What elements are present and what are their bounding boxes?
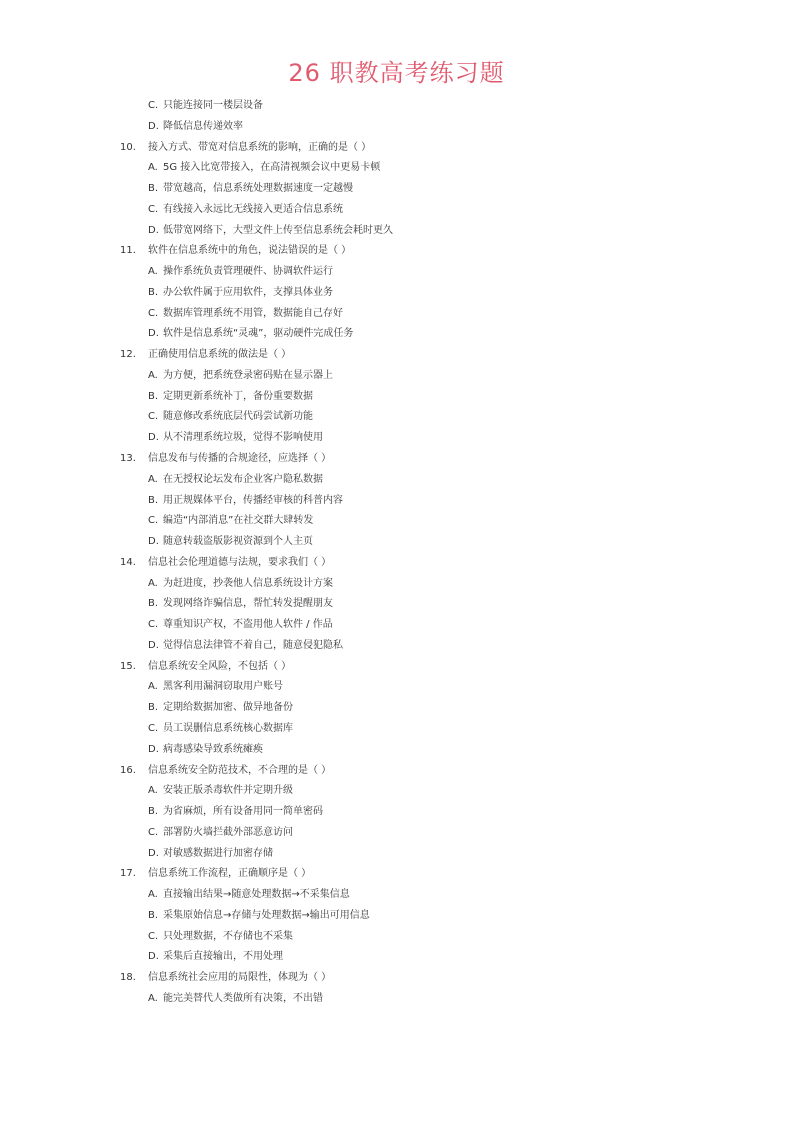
question-stem: 软件在信息系统中的角色，说法错误的是（ ） <box>148 245 352 257</box>
question-stem: 正确使用信息系统的做法是（ ） <box>148 349 292 361</box>
option-line <box>0 823 793 844</box>
option-label: D. <box>148 536 159 548</box>
question-list <box>0 96 793 1010</box>
option-label: B. <box>148 909 159 921</box>
option-text: 数据库管理系统不用管，数据能自己存好 <box>163 307 343 319</box>
option-text: 定期更新系统补丁，备份重要数据 <box>163 390 313 402</box>
option-line <box>0 200 793 221</box>
option-line <box>0 698 793 719</box>
option-label: D. <box>148 432 159 444</box>
option-text: 对敏感数据进行加密存储 <box>163 847 273 859</box>
option-label: C. <box>148 722 159 734</box>
question-stem: 信息系统安全防范技术，不合理的是（ ） <box>148 764 332 776</box>
option-text: 带宽越高，信息系统处理数据速度一定越慢 <box>163 183 353 195</box>
option-label: B. <box>148 598 159 610</box>
question-stem: 信息发布与传播的合规途径，应选择（ ） <box>148 453 332 465</box>
question-number: 14. <box>120 556 136 568</box>
option-line <box>0 221 793 242</box>
option-line <box>0 470 793 491</box>
option-line <box>0 574 793 595</box>
option-line <box>0 366 793 387</box>
option-line <box>0 636 793 657</box>
option-text: 尊重知识产权，不盗用他人软件 / 作品 <box>163 619 333 631</box>
option-line <box>0 844 793 865</box>
page-title: 26 职教高考练习题 <box>288 59 505 87</box>
option-text: 从不清理系统垃圾，觉得不影响使用 <box>163 432 323 444</box>
question-stem-line <box>0 553 793 574</box>
question-stem-line <box>0 241 793 262</box>
option-line <box>0 428 793 449</box>
option-text: 随意修改系统底层代码尝试新功能 <box>163 411 313 423</box>
option-text: 定期给数据加密、做异地备份 <box>163 702 293 714</box>
question-number: 13. <box>120 453 136 465</box>
option-text: 降低信息传递效率 <box>163 120 243 132</box>
option-line <box>0 927 793 948</box>
option-label: A. <box>148 369 158 381</box>
option-text: 操作系统负责管理硬件、协调软件运行 <box>163 266 333 278</box>
option-text: 只处理数据，不存储也不采集 <box>163 930 293 942</box>
option-line <box>0 117 793 138</box>
option-line <box>0 324 793 345</box>
option-line <box>0 989 793 1010</box>
question-stem-line <box>0 345 793 366</box>
question-stem: 信息社会伦理道德与法规，要求我们（ ） <box>148 556 332 568</box>
option-label: A. <box>148 577 158 589</box>
question-stem-line <box>0 761 793 782</box>
option-label: B. <box>148 702 159 714</box>
option-line <box>0 179 793 200</box>
option-line <box>0 615 793 636</box>
option-text: 能完美替代人类做所有决策，不出错 <box>163 992 323 1004</box>
question-stem-line <box>0 138 793 159</box>
option-label: B. <box>148 494 159 506</box>
option-label: C. <box>148 515 159 527</box>
option-text: 发现网络诈骗信息，帮忙转发提醒朋友 <box>163 598 333 610</box>
option-text: 采集后直接输出，不用处理 <box>163 951 283 963</box>
option-line <box>0 511 793 532</box>
question-stem-line <box>0 449 793 470</box>
option-line <box>0 947 793 968</box>
option-label: C. <box>148 826 159 838</box>
option-line <box>0 885 793 906</box>
option-label: A. <box>148 681 158 693</box>
option-text: 直接输出结果→随意处理数据→不采集信息 <box>163 889 350 901</box>
option-text: 员工误删信息系统核心数据库 <box>163 722 293 734</box>
option-text: 有线接入永远比无线接入更适合信息系统 <box>163 203 343 215</box>
option-text: 在无授权论坛发布企业客户隐私数据 <box>163 473 323 485</box>
option-line <box>0 906 793 927</box>
option-text: 为方便，把系统登录密码贴在显示器上 <box>163 369 333 381</box>
option-line <box>0 802 793 823</box>
option-label: D. <box>148 120 159 132</box>
option-text: 编造“内部消息”在社交群大肆转发 <box>163 515 314 527</box>
question-stem-line <box>0 968 793 989</box>
option-label: D. <box>148 639 159 651</box>
option-text: 为赶进度，抄袭他人信息系统设计方案 <box>163 577 333 589</box>
question-number: 11. <box>120 245 136 257</box>
option-text: 部署防火墙拦截外部恶意访问 <box>163 826 293 838</box>
option-label: A. <box>148 266 158 278</box>
question-stem: 信息系统安全风险，不包括（ ） <box>148 660 292 672</box>
option-text: 5G 接入比宽带接入，在高清视频会议中更易卡顿 <box>163 162 381 174</box>
option-text: 用正规媒体平台，传播经审核的科普内容 <box>163 494 343 506</box>
question-number: 17. <box>120 868 136 880</box>
option-line <box>0 532 793 553</box>
option-text: 安装正版杀毒软件并定期升级 <box>163 785 293 797</box>
option-label: A. <box>148 992 158 1004</box>
option-label: B. <box>148 183 159 195</box>
option-text: 低带宽网络下，大型文件上传至信息系统会耗时更久 <box>163 224 393 236</box>
option-label: A. <box>148 473 158 485</box>
option-label: C. <box>148 619 159 631</box>
option-text: 软件是信息系统“灵魂”，驱动硬件完成任务 <box>163 328 354 340</box>
question-number: 12. <box>120 349 136 361</box>
option-label: B. <box>148 806 159 818</box>
option-line <box>0 781 793 802</box>
option-line <box>0 96 793 117</box>
question-number: 10. <box>120 141 136 153</box>
option-label: A. <box>148 785 158 797</box>
option-text: 办公软件属于应用软件，支撑具体业务 <box>163 286 333 298</box>
option-label: B. <box>148 390 159 402</box>
option-label: D. <box>148 224 159 236</box>
option-label: C. <box>148 203 159 215</box>
option-text: 黑客利用漏洞窃取用户账号 <box>163 681 283 693</box>
option-text: 采集原始信息→存储与处理数据→输出可用信息 <box>163 909 370 921</box>
question-stem-line <box>0 657 793 678</box>
question-number: 18. <box>120 972 136 984</box>
option-label: A. <box>148 162 158 174</box>
option-label: C. <box>148 411 159 423</box>
option-label: B. <box>148 286 159 298</box>
question-stem: 接入方式、带宽对信息系统的影响，正确的是（ ） <box>148 141 372 153</box>
option-text: 为省麻烦，所有设备用同一简单密码 <box>163 806 323 818</box>
option-line <box>0 677 793 698</box>
option-line <box>0 407 793 428</box>
question-stem: 信息系统社会应用的局限性，体现为（ ） <box>148 972 332 984</box>
question-stem-line <box>0 864 793 885</box>
option-label: C. <box>148 307 159 319</box>
option-label: D. <box>148 743 159 755</box>
option-text: 病毒感染导致系统瘫痪 <box>163 743 263 755</box>
question-number: 16. <box>120 764 136 776</box>
option-line <box>0 387 793 408</box>
option-label: D. <box>148 328 159 340</box>
option-text: 随意转载盗版影视资源到个人主页 <box>163 536 313 548</box>
question-number: 15. <box>120 660 136 672</box>
option-line <box>0 740 793 761</box>
option-line <box>0 594 793 615</box>
option-line <box>0 491 793 512</box>
option-line <box>0 719 793 740</box>
option-label: D. <box>148 847 159 859</box>
option-line <box>0 262 793 283</box>
option-label: D. <box>148 951 159 963</box>
question-stem: 信息系统工作流程，正确顺序是（ ） <box>148 868 312 880</box>
option-label: C. <box>148 100 159 111</box>
option-line <box>0 304 793 325</box>
option-label: A. <box>148 889 158 901</box>
option-label: C. <box>148 930 159 942</box>
option-line <box>0 283 793 304</box>
option-text: 觉得信息法律管不着自己，随意侵犯隐私 <box>163 639 343 651</box>
option-line <box>0 158 793 179</box>
option-text: 只能连接同一楼层设备 <box>163 100 263 111</box>
